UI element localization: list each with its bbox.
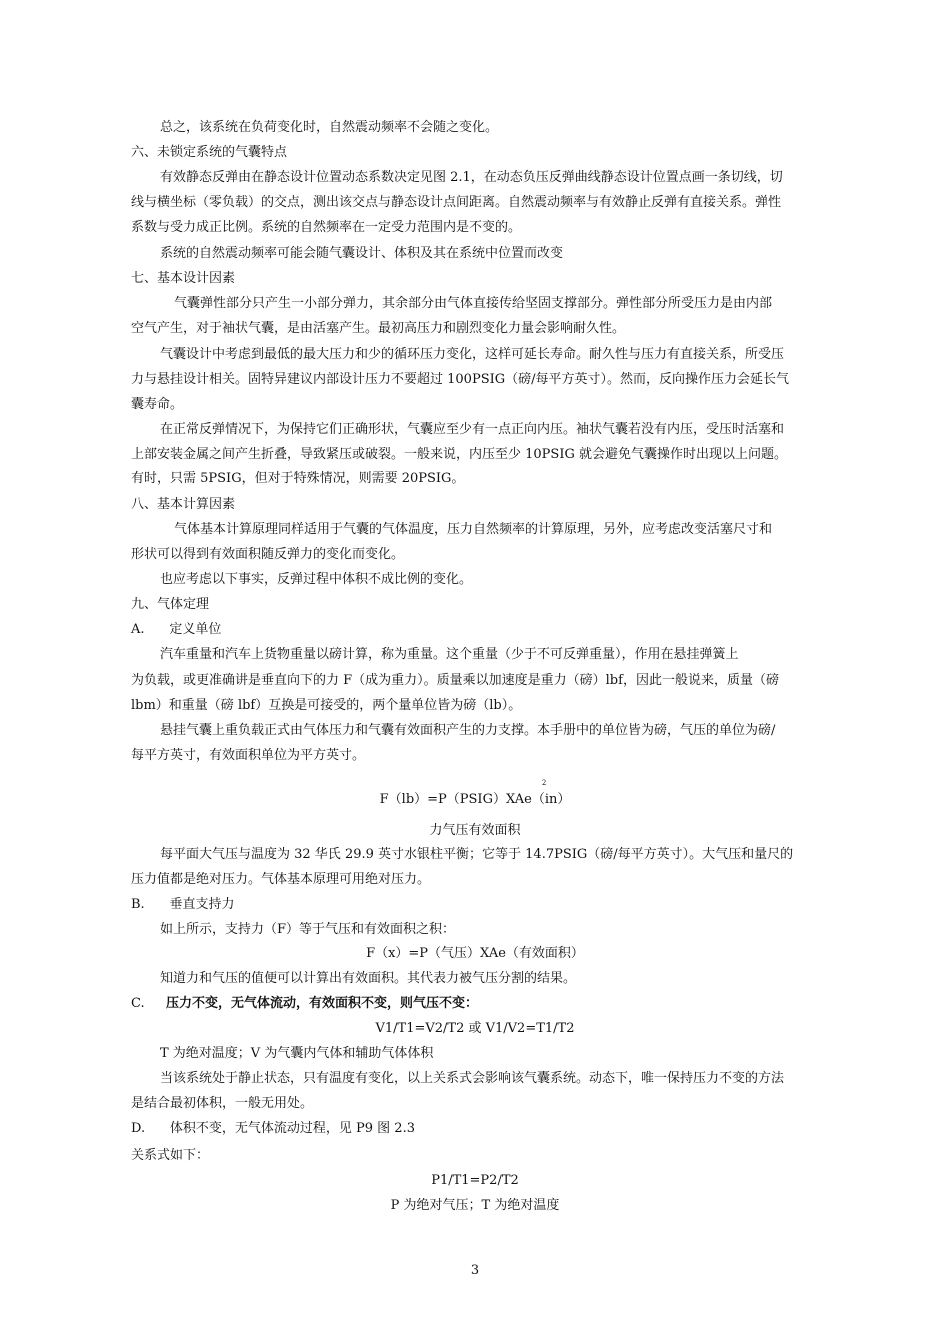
- paragraph-line: lbm）和重量（磅 lbf）互换是可接受的，两个量单位皆为磅（lb）。: [131, 698, 522, 713]
- subsection-heading-d: D. 体积不变，无气体流动过程，见 P9 图 2.3: [131, 1121, 415, 1136]
- paragraph-line: 形状可以得到有效面积随反弹力的变化而变化。: [131, 547, 405, 562]
- formula-force: [0, 779, 950, 809]
- paragraph-line: 有效静态反弹由在静态设计位置动态系数决定见图 2.1，在动态负压反弹曲线静态设计位置点画一条切线，切: [160, 170, 783, 185]
- paragraph-line: 为负载，或更准确讲是垂直向下的力 F（成为重力）。质量乘以加速度是重力（磅）lbf，因此一般说来，质量（磅: [131, 673, 779, 688]
- paragraph-line: 空气产生，对于袖状气囊，是由活塞产生。最初高压力和剧烈变化力量会影响耐久性。: [131, 321, 626, 336]
- paragraph-line: 也应考虑以下事实，反弹过程中体积不成比例的变化。: [160, 572, 473, 587]
- paragraph-line: 在正常反弹情况下，为保持它们正确形状，气囊应至少有一点正向内压。袖状气囊若没有内压，受压时活塞和: [160, 422, 785, 437]
- paragraph-line: 是结合最初体积，一般无用处。: [131, 1096, 314, 1111]
- paragraph-line: 系统的自然震动频率可能会随气囊设计、体积及其在系统中位置而改变: [160, 246, 564, 261]
- subsection-heading-b: B. 垂直支持力: [131, 897, 235, 912]
- formula-volume-temperature: V1/T1=V2/T2 或 V1/V2=T1/T2: [375, 1021, 575, 1036]
- paragraph-line: 当该系统处于静止状态，只有温度有变化，以上关系式会影响该气囊系统。动态下，唯一保持压力不变的方法: [160, 1071, 785, 1086]
- subsection-heading-c-label: C.: [131, 996, 145, 1011]
- paragraph-line: 关系式如下：: [131, 1148, 210, 1163]
- paragraph-line: 悬挂气囊上重负载正式由气体压力和气囊有效面积产生的力支撑。本手册中的单位皆为磅，气压的单位为磅/: [160, 723, 776, 738]
- paragraph-line: 上部安装金属之间产生折叠，导致紧压或破裂。一般来说，内压至少 10PSIG 就会避免气囊操作时出现以上问题。: [131, 447, 787, 462]
- section-heading-7: 七、基本设计因素: [131, 271, 236, 286]
- paragraph-line: T 为绝对温度；V 为气囊内气体和辅助气体体积: [160, 1046, 434, 1061]
- paragraph-line: 每平方英寸，有效面积单位为平方英寸。: [131, 748, 366, 763]
- formula-force-wrap: [379, 779, 571, 809]
- paragraph-line: 力与悬挂设计相关。固特异建议内部设计压力不要超过 100PSIG（磅/每平方英寸）。然而，反向操作压力会延长气: [131, 372, 789, 387]
- section-heading-9: 九、气体定理: [131, 597, 210, 612]
- formula-superscript: 2: [541, 779, 547, 787]
- subsection-heading-c: 压力不变，无气体流动，有效面积不变，则气压不变：: [166, 996, 479, 1011]
- section-heading-8: 八、基本计算因素: [131, 497, 236, 512]
- paragraph-line: 气囊弹性部分只产生一小部分弹力，其余部分由气体直接传给坚固支撑部分。弹性部分所受压力是由内部: [174, 296, 773, 311]
- formula-force-text: F（lb）=P（PSIG）XAe（in）: [379, 792, 571, 807]
- section-heading-6: 六、未锁定系统的气囊特点: [131, 145, 288, 160]
- paragraph-line: 线与横坐标（零负载）的交点，测出该交点与静态设计点间距离。自然震动频率与有效静止反弹有直接关系。弹性: [131, 195, 782, 210]
- paragraph-line: 囊寿命。: [131, 397, 184, 412]
- paragraph-line: 气囊设计中考虑到最低的最大压力和少的循环压力变化，这样可延长寿命。耐久性与压力有直接关系，所受压: [160, 347, 785, 362]
- formula-pressure-temperature: P1/T1=P2/T2: [431, 1173, 519, 1188]
- paragraph-line: 知道力和气压的值便可以计算出有效面积。其代表力被气压分割的结果。: [160, 971, 577, 986]
- paragraph-line: 气体基本计算原理同样适用于气囊的气体温度，压力自然频率的计算原理，另外，应考虑改变活塞尺寸和: [174, 522, 773, 537]
- page-number: 3: [470, 1263, 480, 1278]
- formula-caption: 力气压有效面积: [429, 823, 521, 838]
- paragraph-line: 总之，该系统在负荷变化时，自然震动频率不会随之变化。: [160, 120, 499, 135]
- paragraph-line: 系数与受力成正比例。系统的自然频率在一定受力范围内是不变的。: [131, 220, 522, 235]
- formula-caption: P 为绝对气压；T 为绝对温度: [390, 1198, 560, 1213]
- paragraph-line: 有时，只需 5PSIG，但对于特殊情况，则需要 20PSIG。: [131, 471, 465, 486]
- paragraph-line: 如上所示，支持力（F）等于气压和有效面积之积：: [160, 922, 456, 937]
- paragraph-line: 每平面大气压与温度为 32 华氏 29.9 英寸水银柱平衡；它等于 14.7PSIG（磅/每平方英寸）。大气压和量尺的: [160, 847, 794, 862]
- paragraph-line: 压力值都是绝对压力。气体基本原理可用绝对压力。: [131, 872, 431, 887]
- subsection-heading-a: A. 定义单位: [131, 622, 222, 637]
- paragraph-line: 汽车重量和汽车上货物重量以磅计算，称为重量。这个重量（少于不可反弹重量），作用在悬挂弹簧上: [160, 647, 739, 662]
- formula-support-force: F（x）=P（气压）XAe（有效面积）: [366, 946, 584, 961]
